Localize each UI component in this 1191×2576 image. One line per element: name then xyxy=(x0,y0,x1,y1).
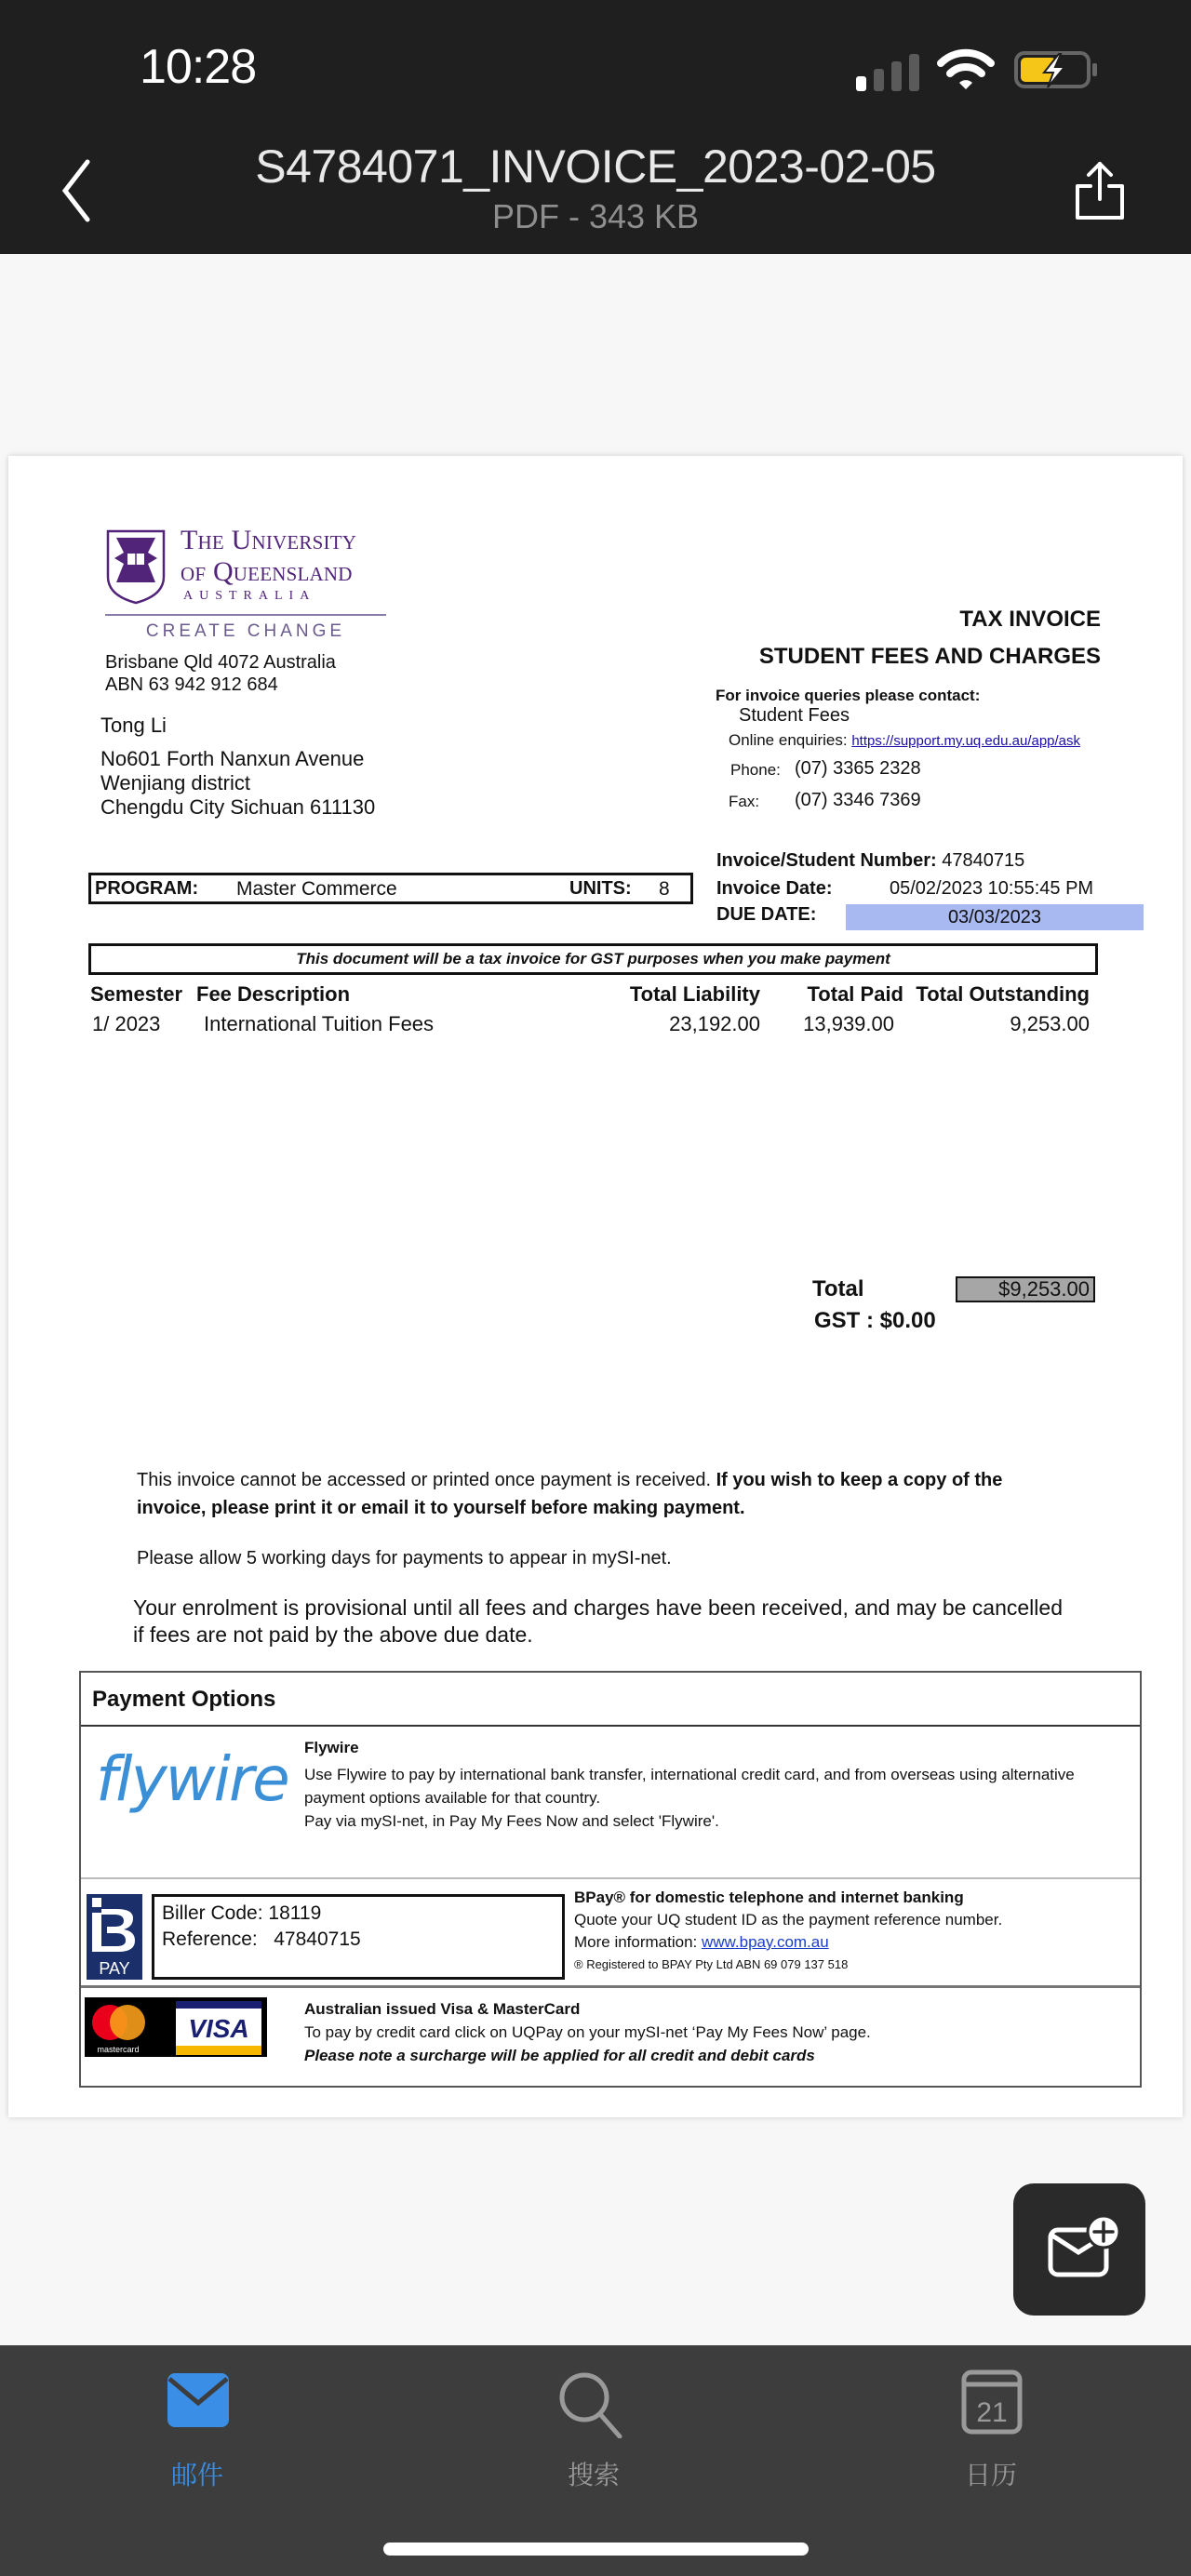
note-copy: This invoice cannot be accessed or printed once payment is received. If you wish to keep a copy of the invoice, please print it or email it to yourself before making payment. xyxy=(137,1470,1003,1518)
tab-bar xyxy=(0,2345,1191,2576)
svg-text:VISA: VISA xyxy=(188,2014,249,2043)
cell-total-liability: 23,192.00 xyxy=(669,1012,760,1035)
signal-icon xyxy=(856,56,919,91)
mastercard-logo xyxy=(92,2005,145,2054)
cell-total-outstanding: 9,253.00 xyxy=(1010,1012,1090,1035)
units-value: 8 xyxy=(659,878,670,900)
biller-code-label: Biller Code: xyxy=(162,1902,263,1924)
compose-mail-button[interactable] xyxy=(1013,2183,1145,2316)
contact-info xyxy=(716,687,1081,810)
contact-heading: For invoice queries please contact: xyxy=(716,687,981,704)
tab-calendar-label: 日历 xyxy=(964,2460,1017,2490)
card-title: Australian issued Visa & MasterCard xyxy=(304,2000,581,2018)
bpay-title: BPay® for domestic telephone and internet banking xyxy=(574,1889,964,1906)
logo-divider xyxy=(105,614,386,616)
uq-crest-logo xyxy=(105,528,167,605)
program-label: PROGRAM: xyxy=(95,878,199,899)
battery-charging-icon xyxy=(1014,50,1100,89)
university-name: The University of Queensland xyxy=(181,525,357,587)
column-header-fee-description: Fee Description xyxy=(196,982,351,1006)
note-enrolment: Your enrolment is provisional until all fees and charges have been received, and may be cancelled if fees are not paid by the above due date. xyxy=(133,1595,1063,1647)
biller-box xyxy=(152,1894,565,1980)
search-icon xyxy=(556,2369,625,2438)
home-indicator[interactable] xyxy=(383,2543,809,2556)
reference-label: Reference: xyxy=(162,1929,258,1950)
gst-amount: GST : $0.00 xyxy=(814,1308,936,1333)
due-date: 03/03/2023 xyxy=(846,904,1144,930)
card-description: To pay by credit card click on UQPay on your mySI-net ‘Pay My Fees Now’ page. xyxy=(304,2023,871,2041)
card-option xyxy=(81,1988,1140,2088)
fax-label: Fax: xyxy=(729,793,760,810)
svg-text:PAY: PAY xyxy=(99,1959,130,1978)
cell-semester: 1/ 2023 xyxy=(92,1012,161,1035)
top-bar xyxy=(0,0,1191,254)
document-subtitle: PDF - 343 KB xyxy=(491,197,700,235)
units-label: UNITS: xyxy=(569,878,632,899)
share-icon xyxy=(1077,164,1122,218)
fax-value: (07) 3346 7369 xyxy=(795,790,921,810)
document-title: S4784071_INVOICE_2023-02-05 xyxy=(255,140,936,193)
online-enquiries-link[interactable]: https://support.my.uq.edu.au/app/ask xyxy=(851,733,1081,749)
bpay-more-label: More information: xyxy=(574,1933,702,1951)
bpay-registered: ® Registered to BPAY Pty Ltd ABN 69 079 137 518 xyxy=(574,1957,849,1971)
card-logos xyxy=(85,1997,267,2057)
card-surcharge-note: Please note a surcharge will be applied for all credit and debit cards xyxy=(304,2047,815,2064)
total-label: Total xyxy=(812,1276,864,1301)
university-tagline: CREATE CHANGE xyxy=(145,621,346,641)
recipient-name: Tong Li xyxy=(100,714,167,737)
column-header-total-paid: Total Paid xyxy=(807,982,903,1006)
invoice-number-label: Invoice/Student Number: xyxy=(716,850,937,871)
invoice-title: TAX INVOICE STUDENT FEES AND CHARGES xyxy=(758,607,1101,669)
recipient-address: Tong Li No601 Forth Nanxun Avenue Wenjiang district Chengdu City Sichuan 611130 xyxy=(100,714,376,819)
phone-value: (07) 3365 2328 xyxy=(795,758,921,779)
share-button[interactable] xyxy=(1072,158,1128,223)
flywire-logo: flywire xyxy=(96,1743,288,1815)
flywire-description: Use Flywire to pay by international bank transfer, international credit card, and from overseas using alternative payment options available for that country. xyxy=(304,1766,1075,1807)
status-time: 10:28 xyxy=(140,40,257,94)
flywire-option xyxy=(81,1727,1140,1879)
column-header-total-outstanding: Total Outstanding xyxy=(916,982,1090,1006)
invoice-date-label: Invoice Date: xyxy=(716,878,833,899)
pdf-page[interactable] xyxy=(8,456,1183,2117)
university-address: Brisbane Qld 4072 Australia ABN 63 942 912 684 xyxy=(105,652,336,695)
payment-options-heading: Payment Options xyxy=(81,1673,1140,1727)
tab-calendar[interactable] xyxy=(898,2345,1084,2490)
cell-fee-description: International Tuition Fees xyxy=(204,1012,435,1035)
total-value: $9,253.00 xyxy=(956,1276,1095,1302)
gst-notice: This document will be a tax invoice for GST purposes when you make payment xyxy=(88,943,1098,975)
visa-logo xyxy=(176,2001,261,2055)
tab-mail[interactable] xyxy=(104,2345,290,2490)
invoice-date: 05/02/2023 10:55:45 PM xyxy=(890,878,1094,899)
tab-mail-label: 邮件 xyxy=(170,2460,223,2490)
tab-search[interactable] xyxy=(501,2345,687,2490)
svg-text:mastercard: mastercard xyxy=(97,2045,140,2054)
reference-number: 47840715 xyxy=(274,1929,361,1950)
svg-text:21: 21 xyxy=(976,2397,1008,2428)
bpay-option xyxy=(81,1879,1140,1988)
note-processing: Please allow 5 working days for payments to appear in mySI-net. xyxy=(137,1548,672,1568)
bpay-logo xyxy=(87,1894,142,1980)
university-country: AUSTRALIA xyxy=(183,589,316,603)
flywire-title: Flywire xyxy=(304,1739,359,1756)
program-box xyxy=(88,873,693,904)
flywire-instructions: Pay via mySI-net, in Pay My Fees Now and select 'Flywire'. xyxy=(304,1812,719,1830)
biller-code: 18119 xyxy=(268,1902,322,1924)
contact-department: Student Fees xyxy=(739,705,850,726)
program-value: Master Commerce xyxy=(236,878,397,900)
bpay-description: Quote your UQ student ID as the payment reference number. xyxy=(574,1911,1003,1929)
bpay-link[interactable]: www.bpay.com.au xyxy=(702,1933,829,1951)
invoice-number: 47840715 xyxy=(942,850,1025,871)
phone-label: Phone: xyxy=(730,761,781,779)
compose-mail-icon xyxy=(1013,2183,1145,2316)
invoice-notes xyxy=(133,1466,1077,1671)
column-header-total-liability: Total Liability xyxy=(629,982,760,1006)
mail-icon xyxy=(167,2373,229,2427)
payment-options xyxy=(79,1671,1142,2088)
online-enquiries-label: Online enquiries: xyxy=(729,731,848,749)
calendar-icon xyxy=(961,2369,1023,2435)
wifi-icon xyxy=(937,48,995,91)
cell-total-paid: 13,939.00 xyxy=(803,1012,894,1035)
column-header-semester: Semester xyxy=(90,982,183,1006)
due-date-label: DUE DATE: xyxy=(716,904,817,925)
tab-search-label: 搜索 xyxy=(567,2460,620,2490)
